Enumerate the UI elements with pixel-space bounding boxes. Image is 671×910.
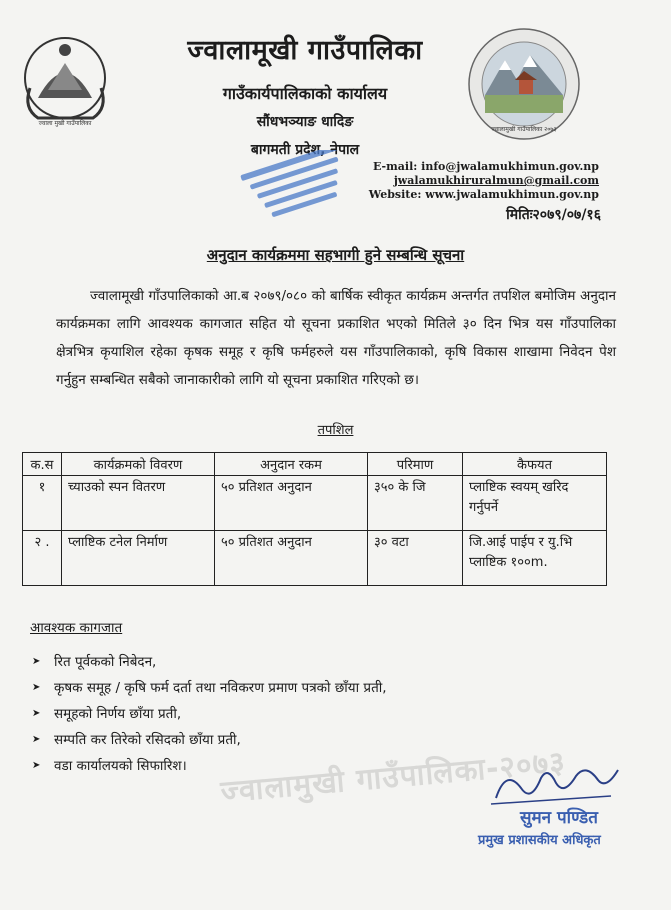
documents-title: आवश्यक कागजात — [30, 620, 123, 636]
col-header-sn: क.स — [23, 453, 62, 476]
col-header-grant: अनुदान रकम — [215, 453, 368, 476]
cell-description: प्लाष्टिक टनेल निर्माण — [62, 531, 215, 586]
col-header-quantity: परिमाण — [368, 453, 463, 476]
table-header-row — [23, 453, 607, 476]
cell-quantity: ३० वटा — [368, 531, 463, 586]
cell-quantity: ३५० के जि — [368, 476, 463, 531]
right-emblem-caption: ज्वालामुखी गाउँपालिका २०७३ — [491, 126, 557, 133]
list-item — [32, 674, 387, 700]
table-row — [23, 531, 607, 586]
municipality-logo-icon — [465, 25, 583, 143]
email-text: E-mail: info@jwalamukhimun.gov.np — [372, 160, 599, 173]
cell-grant: ५० प्रतिशत अनुदान — [215, 476, 368, 531]
municipality-title: ज्वालामूखी गाउँपालिका — [187, 35, 423, 66]
col-header-remarks: कैफयत — [463, 453, 607, 476]
arrow-icon: ➤ — [32, 759, 41, 771]
notice-date: मितिः२०७९/०७/१६ — [506, 207, 601, 223]
notice-subject — [0, 245, 671, 265]
notice-paragraph: ज्वालामूखी गाँउपालिकाको आ.ब २०७९/०८० को बार्षिक स्वीकृत कार्यक्रम अन्तर्गत तपशिल बमोजिम अनुदान कार्यक्रमका लागि आवश्यक कागजात सहित यो सूचना प्रकाशित भएको मितिले ३० दिन भित्र यस गाँउपालिका क्षेत्रभित्र कृयाशिल रहेका कृषक समूह र कृषि फर्महरुले यस गाँउपालिकाको, कृषि विकास शाखामा निवेदन पेश गर्नुहुन सम्बन्धित सबैको जानाकारीको लागि यो सूचना प्रकाशित गरिएको छ। — [56, 288, 616, 388]
contact-block — [369, 160, 599, 202]
office-stamp-icon — [238, 150, 358, 220]
subject-text: अनुदान कार्यक्रममा सहभागी हुने सम्बन्धि सूचना — [206, 246, 465, 264]
list-item-text: समूहको निर्णय छाँया प्रती, — [54, 706, 182, 722]
email2-text: jwalamukhiruralmun@gmail.com — [393, 174, 599, 187]
website-text: Website: www.jwalamukhimun.gov.np — [368, 188, 599, 201]
documents-list — [32, 648, 387, 778]
cell-remarks: प्लाष्टिक स्वयम् खरिद गर्नुपर्ने — [463, 476, 607, 531]
arrow-icon: ➤ — [32, 681, 41, 693]
program-table — [22, 452, 607, 586]
table-title: तपशिल — [317, 423, 354, 438]
cell-grant: ५० प्रतिशत अनुदान — [215, 531, 368, 586]
list-item-text: सम्पति कर तिरेको रसिदको छाँया प्रती, — [54, 732, 241, 748]
cell-description: च्याउको स्पन वितरण — [62, 476, 215, 531]
nepal-emblem-icon — [18, 28, 113, 128]
office-name: गाउँकार्यपालिकाको कार्यालय — [222, 84, 388, 103]
list-item — [32, 700, 387, 726]
list-item — [32, 648, 387, 674]
list-item-text: वडा कार्यालयको सिफारिश। — [54, 758, 187, 774]
list-item-text: रित पूर्वकको निबेदन, — [54, 654, 157, 670]
address-line-2: बागमती प्रदेश, नेपाल — [250, 142, 360, 158]
arrow-icon: ➤ — [32, 707, 41, 719]
cell-sn: १ — [23, 476, 62, 531]
list-item-text: कृषक समूह / कृषि फर्म दर्ता तथा नविकरण प्रमाण पत्रको छाँया प्रती, — [54, 680, 387, 696]
signatory-name: सुमन पण्डित — [520, 808, 598, 828]
signatory-title: प्रमुख प्रशासकीय अधिकृत — [478, 833, 601, 848]
list-item — [32, 726, 387, 752]
cell-sn: २ . — [23, 531, 62, 586]
table-row — [23, 476, 607, 531]
watermark-text: ज्वालामुखी गाउँपालिका-२०७३ — [219, 744, 568, 811]
arrow-icon: ➤ — [32, 733, 41, 745]
cell-remarks: जि.आई पाईप र यु.भि प्लाष्टिक १००m. — [463, 531, 607, 586]
signature-icon — [486, 758, 626, 808]
address-line-1: सौंधभञ्याङ धादिङ — [256, 114, 354, 130]
left-emblem-caption: ज्वाला मुखी गाउँपालिका — [38, 120, 92, 127]
col-header-description: कार्यक्रमको विवरण — [62, 453, 215, 476]
arrow-icon: ➤ — [32, 655, 41, 667]
table-heading — [0, 420, 671, 438]
